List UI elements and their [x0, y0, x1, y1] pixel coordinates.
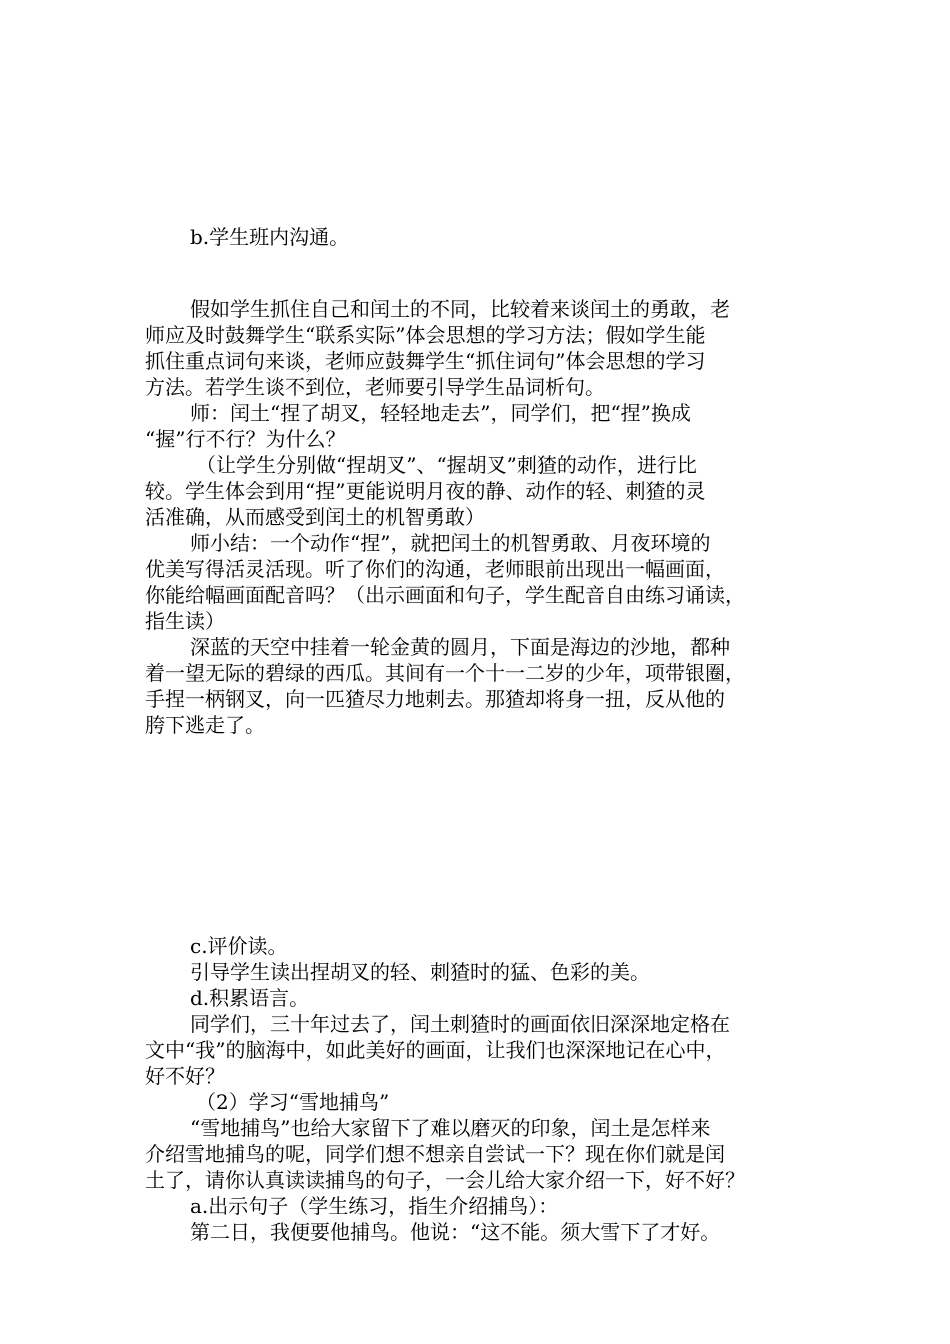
section-heading: （2）学习“雪地捕鸟”: [196, 1090, 390, 1114]
paragraph-line: 假如学生抓住自己和闰土的不同，比较着来谈闰土的勇敢，老: [190, 297, 730, 321]
paragraph-line: 好不好？: [145, 1064, 225, 1088]
paragraph-line: 第二日，我便要他捕鸟。他说：“这不能。须大雪下了才好。: [190, 1220, 721, 1244]
paragraph-line: 活准确，从而感受到闰土的机智勇敢）: [145, 505, 485, 529]
paragraph-line: 指生读）: [145, 609, 225, 633]
item-a-label: a.出示句子（学生练习，指生介绍捕鸟）：: [190, 1194, 559, 1218]
paragraph-line: 师：闰土“捏了胡叉，轻轻地走去”，同学们，把“捏”换成: [190, 401, 691, 425]
paragraph-line: 较。学生体会到用“捏”更能说明月夜的静、动作的轻、刺猹的灵: [145, 479, 706, 503]
paragraph-line: 手捏一柄钢叉，向一匹猹尽力地刺去。那猹却将身一扭，反从他的: [145, 687, 725, 711]
paragraph-line: 介绍雪地捕鸟的呢，同学们想不想亲自尝试一下？现在你们就是闰: [145, 1142, 725, 1166]
paragraph-line: 胯下逃走了。: [145, 713, 265, 737]
paragraph-line: （让学生分别做“捏胡叉”、“握胡叉”刺猹的动作，进行比: [196, 453, 697, 477]
paragraph-line: 你能给幅画面配音吗？（出示画面和句子，学生配音自由练习诵读，: [145, 583, 745, 607]
item-d-label: d.积累语言。: [190, 986, 310, 1010]
paragraph-line: 抓住重点词句来谈，老师应鼓舞学生“抓住词句”体会思想的学习: [145, 349, 706, 373]
paragraph-line: 引导学生读出捏胡叉的轻、刺猹时的猛、色彩的美。: [190, 960, 650, 984]
paragraph-line: 土了，请你认真读读捕鸟的句子，一会儿给大家介绍一下，好不好？: [145, 1168, 745, 1192]
paragraph-line: “握”行不行？为什么？: [145, 427, 346, 451]
paragraph-line: 同学们，三十年过去了，闰土刺猹时的画面依旧深深地定格在: [190, 1012, 730, 1036]
item-c-label: c.评价读。: [190, 934, 288, 958]
paragraph-line: 深蓝的天空中挂着一轮金黄的圆月，下面是海边的沙地，都种: [190, 635, 730, 659]
paragraph-line: 着一望无际的碧绿的西瓜。其间有一个十一二岁的少年，项带银圈，: [145, 661, 745, 685]
paragraph-line: 方法。若学生谈不到位，老师要引导学生品词析句。: [145, 375, 605, 399]
paragraph-line: 师应及时鼓舞学生“联系实际”体会思想的学习方法；假如学生能: [145, 323, 706, 347]
paragraph-line: 文中“我”的脑海中，如此美好的画面，让我们也深深地记在心中，: [145, 1038, 726, 1062]
paragraph-line: “雪地捕鸟”也给大家留下了难以磨灭的印象，闰土是怎样来: [190, 1116, 711, 1140]
paragraph-line: 优美写得活灵活现。听了你们的沟通，老师眼前出现出一幅画面，: [145, 557, 725, 581]
paragraph-line: 师小结：一个动作“捏”，就把闰土的机智勇敢、月夜环境的: [190, 531, 711, 555]
item-b-label: b.学生班内沟通。: [190, 225, 350, 249]
